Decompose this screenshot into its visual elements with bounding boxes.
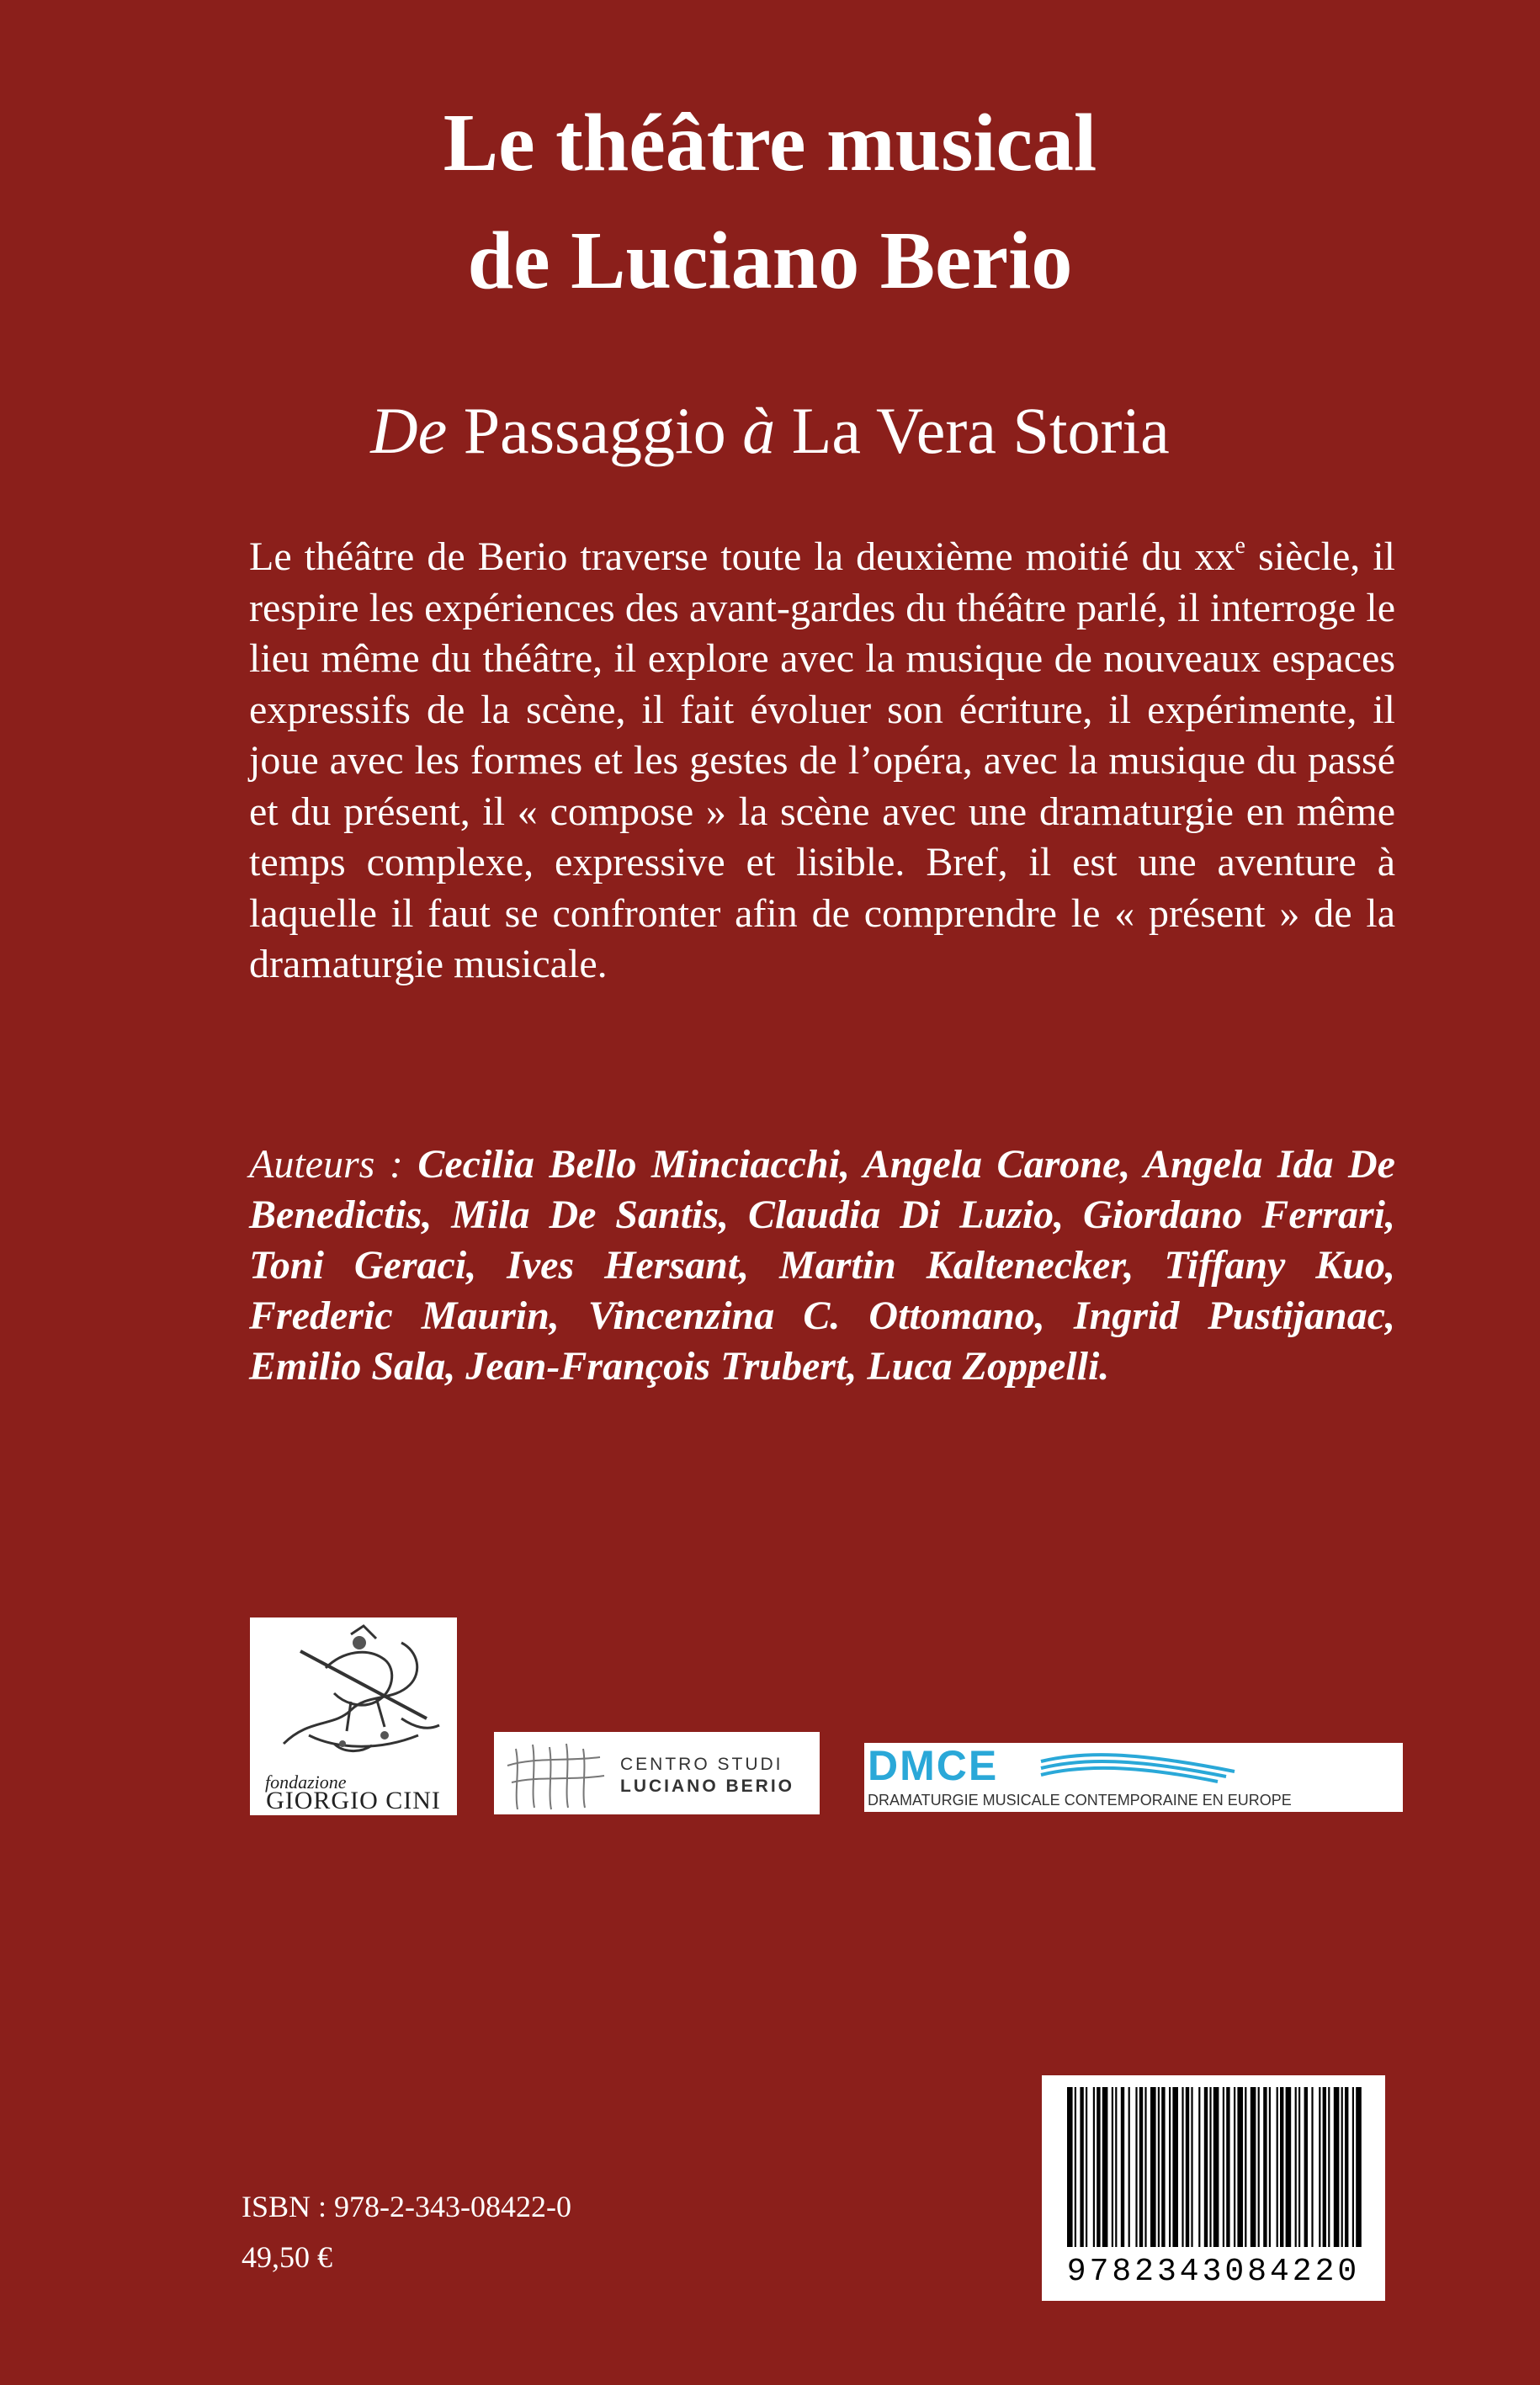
centro-studi-berio-logo — [494, 1732, 820, 1814]
barcode-bar — [1128, 2087, 1130, 2247]
berio-line-1: CENTRO STUDI — [620, 1755, 783, 1774]
barcode-bar — [1186, 2087, 1189, 2247]
title-line-1: Le théâtre musical — [443, 98, 1097, 189]
barcode-bar — [1067, 2087, 1073, 2247]
blurb-text-start: Le théâtre de Berio traverse toute la deuxième moitié du xx — [249, 534, 1235, 579]
authors-label: Auteurs : — [249, 1142, 418, 1187]
barcode-bar — [1161, 2087, 1165, 2247]
book-title — [0, 84, 1540, 320]
barcode-bar — [1345, 2087, 1348, 2247]
barcode-bar — [1075, 2087, 1076, 2247]
dmce-name: DMCE — [868, 1742, 999, 1789]
barcode-bars — [1042, 2087, 1385, 2255]
isbn-text: ISBN : 978-2-343-08422-0 — [242, 2190, 571, 2223]
barcode-bar — [1280, 2087, 1283, 2247]
barcode-bar — [1097, 2087, 1100, 2247]
barcode-bar — [1139, 2087, 1143, 2247]
barcode-bar — [1213, 2087, 1219, 2247]
barcode-bar — [1144, 2087, 1146, 2247]
barcode-bar — [1245, 2087, 1246, 2247]
barcode-bar — [1304, 2087, 1308, 2247]
barcode-bar — [1258, 2087, 1260, 2247]
barcode-bar — [1191, 2087, 1192, 2247]
barcode-bar — [1277, 2087, 1278, 2247]
barcode-bar — [1204, 2087, 1208, 2247]
barcode-bar — [1169, 2087, 1171, 2247]
barcode-bar — [1269, 2087, 1271, 2247]
barcode-bar — [1150, 2087, 1156, 2247]
barcode-bar — [1298, 2087, 1300, 2247]
barcode-bar — [1234, 2087, 1235, 2247]
barcode-bar — [1334, 2087, 1340, 2247]
dmce-subtitle: DRAMATURGIE MUSICALE CONTEMPORAINE EN EUROPE — [868, 1792, 1292, 1809]
barcode-bar — [1311, 2087, 1313, 2247]
authors-list — [249, 1139, 1395, 1392]
barcode-bar — [1093, 2087, 1095, 2247]
barcode-bar — [1182, 2087, 1183, 2247]
dmce-wave-icon — [1033, 1746, 1243, 1788]
barcode-bar — [1295, 2087, 1297, 2247]
barcode-bar — [1341, 2087, 1343, 2247]
barcode-bar — [1352, 2087, 1354, 2247]
subtitle-de: De — [370, 394, 448, 467]
barcode-bar — [1328, 2087, 1330, 2247]
barcode-bar — [1121, 2087, 1124, 2247]
barcode-bar — [1115, 2087, 1117, 2247]
barcode-bar — [1319, 2087, 1320, 2247]
barcode-bar — [1135, 2087, 1137, 2247]
barcode-bar — [1263, 2087, 1267, 2247]
berio-line-2: LUCIANO BERIO — [620, 1777, 794, 1796]
subtitle-vera-storia: La Vera Storia — [775, 394, 1170, 467]
barcode-bar — [1080, 2087, 1083, 2247]
barcode-bar — [1286, 2087, 1292, 2247]
price-text: 49,50 € — [242, 2240, 332, 2274]
barcode-bar — [1086, 2087, 1087, 2247]
barcode-bar — [1356, 2087, 1362, 2247]
barcode-bar — [1198, 2087, 1200, 2247]
barcode-bar — [1226, 2087, 1229, 2247]
cini-name-text: GIORGIO CINI — [266, 1787, 441, 1814]
subtitle-passaggio: Passaggio — [447, 394, 743, 467]
barcode-bar — [1209, 2087, 1211, 2247]
berio-signature-icon — [499, 1732, 617, 1814]
horseman-dragon-icon — [250, 1617, 457, 1761]
authors-names: Cecilia Bello Minciacchi, Angela Carone, Angela Ida De Benedictis, Mila De Santis, Claudia Di Luzio, Giordano Ferrari, Toni Geraci, Ives Hersant, Martin Kaltenecker, Tiffany Kuo, Frederic Maurin, Vincenzina C. Ottomano, Ingrid Pustijanac, Emilio Sala, Jean-François Trubert, Luca Zoppelli. — [249, 1142, 1395, 1389]
blurb-paragraph — [249, 532, 1395, 991]
barcode-bar — [1237, 2087, 1243, 2247]
barcode-bar — [1158, 2087, 1160, 2247]
title-line-2: de Luciano Berio — [467, 215, 1073, 306]
barcode-bar — [1323, 2087, 1326, 2247]
barcode-digits: 9782343084220 — [1066, 2254, 1361, 2290]
barcode-bar — [1223, 2087, 1224, 2247]
cini-small-text: fondazione — [265, 1771, 347, 1793]
barcode-bar — [1251, 2087, 1256, 2247]
subtitle-a: à — [742, 394, 776, 467]
book-subtitle — [0, 389, 1540, 473]
barcode-bar — [1172, 2087, 1178, 2247]
barcode — [1042, 2075, 1385, 2301]
barcode-bar — [1112, 2087, 1113, 2247]
blurb-text-rest: siècle, il respire les expériences des avant-gardes du théâtre parlé, il interroge le lieu même du théâtre, il explore avec la musique de nouveaux espaces expressifs de la scène, il fait évoluer son écriture, il expérimente, il joue avec les formes et les gestes de l’opéra, avec la musique du passé et du présent, il « compose » la scène avec une dramaturgie en même temps complexe, expressive et lisible. Bref, il est une aventure à laquelle il faut se confronter afin de comprendre le « présent » de la dramaturgie musicale. — [249, 534, 1396, 986]
fondazione-giorgio-cini-logo — [250, 1617, 457, 1815]
blurb-superscript: e — [1235, 533, 1245, 559]
dmce-logo — [864, 1743, 1403, 1812]
barcode-bar — [1102, 2087, 1108, 2247]
